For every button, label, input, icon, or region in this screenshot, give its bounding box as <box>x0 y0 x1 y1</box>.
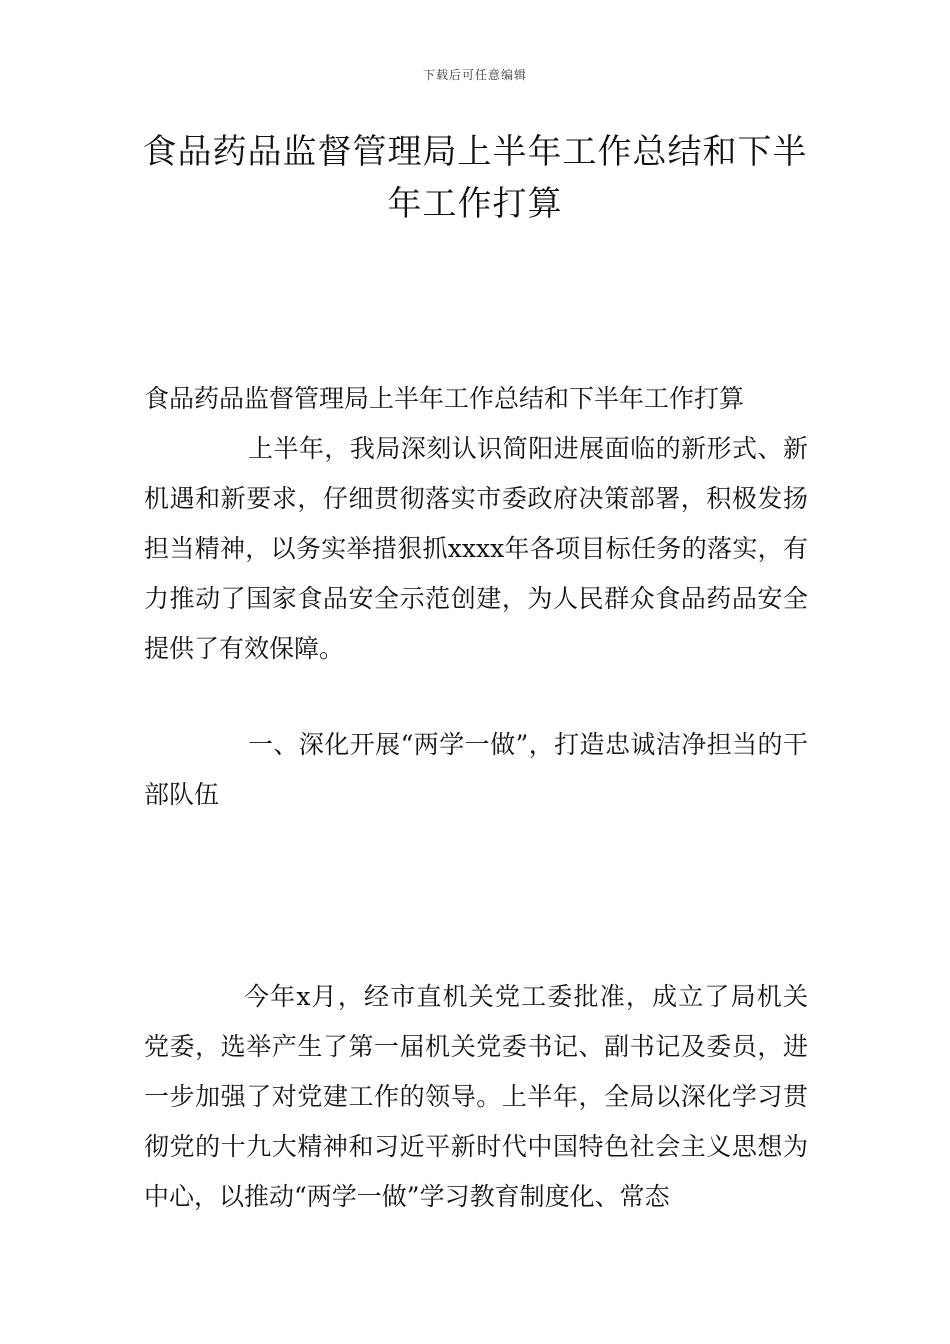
paragraph-party-committee: 今年x月，经市直机关党工委批准，成立了局机关党委，选举产生了第一届机关党委书记、副书记及委员，进一步加强了对党建工作的领导。上半年，全局以深化学习贯彻党的十九大精神和习近平新时代中国特色社会主义思想为中心，以推动“两学一做”学习教育制度化、常态 <box>144 982 808 1211</box>
header-note: 下载后可任意编辑 <box>422 68 527 82</box>
section-heading-1: 一、深化开展“两学一做”，打造忠诚洁净担当的干部队伍 <box>144 730 808 809</box>
paragraph-intro: 上半年，我局深刻认识简阳进展面临的新形式、新机遇和新要求，仔细贯彻落实市委政府决策部署，积极发扬担当精神，以务实举措狠抓xxxx年各项目标任务的落实，有力推动了国家食品安全示范创建，为人民群众食品药品安全提供了有效保障。 <box>144 434 808 663</box>
document-subtitle: 食品药品监督管理局上半年工作总结和下半年工作打算 <box>144 384 745 413</box>
document-title: 食品药品监督管理局上半年工作总结和下半年工作打算 <box>142 132 808 224</box>
